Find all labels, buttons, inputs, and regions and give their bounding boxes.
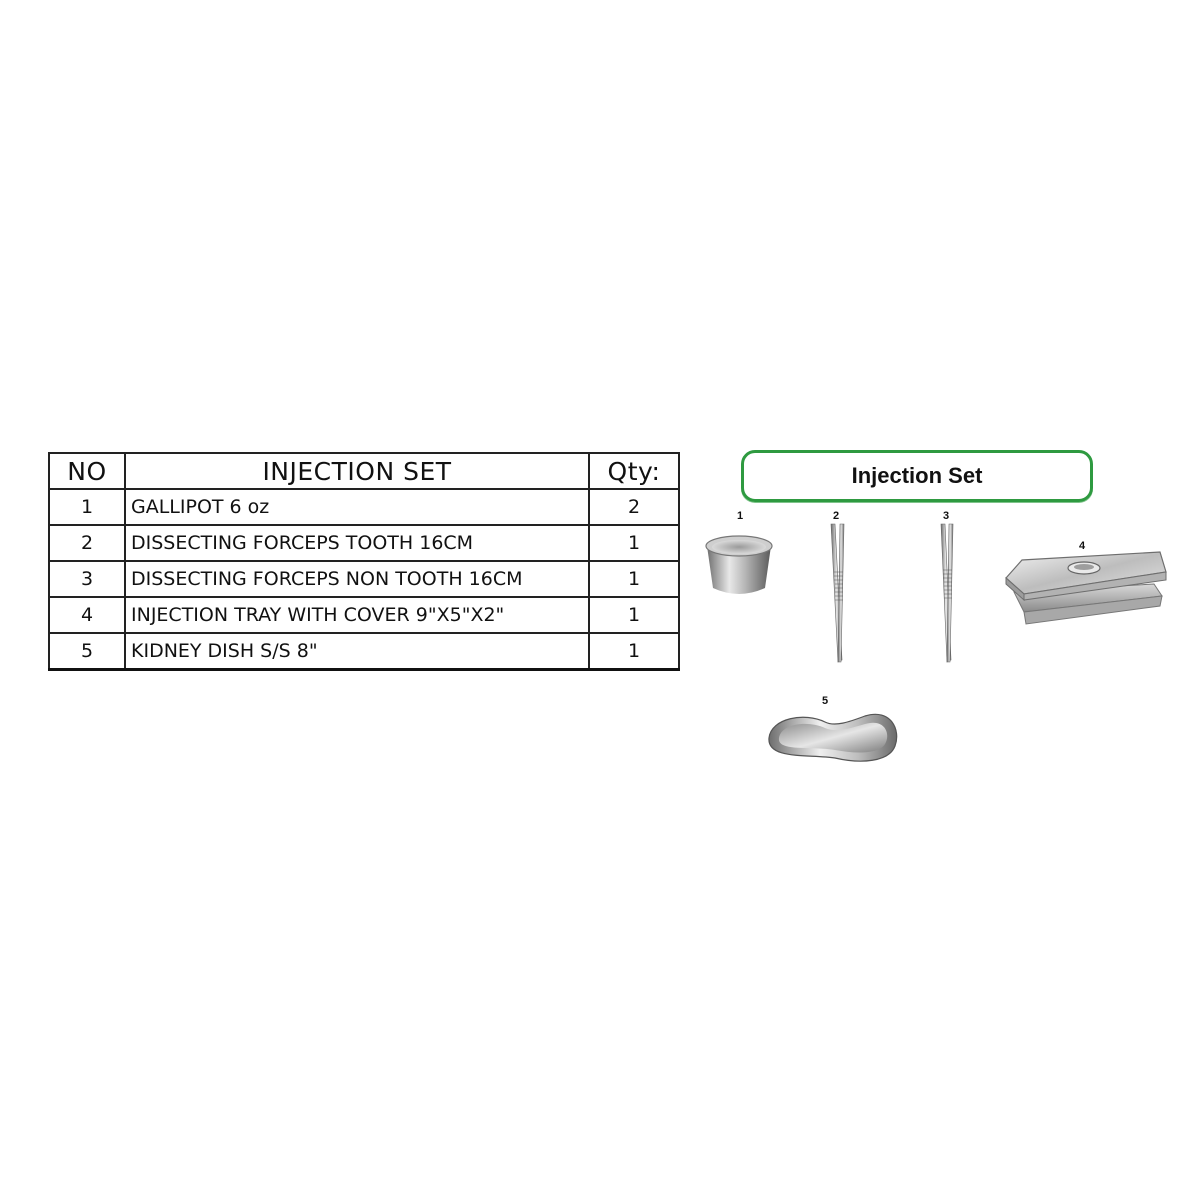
header-qty: Qty:	[589, 453, 679, 489]
row-qty: 2	[589, 489, 679, 525]
header-no: NO	[49, 453, 125, 489]
table-header-row	[49, 453, 679, 489]
kidney-dish-icon	[765, 708, 901, 766]
row-description: KIDNEY DISH S/S 8"	[125, 633, 589, 670]
row-qty: 1	[589, 597, 679, 633]
injection-set-title-box: Injection Set	[741, 450, 1093, 502]
injection-set-table	[48, 452, 680, 671]
row-no: 2	[49, 525, 125, 561]
table-row	[49, 561, 679, 597]
row-qty: 1	[589, 561, 679, 597]
injection-tray-icon	[1002, 550, 1168, 630]
item-number-3: 3	[943, 510, 950, 522]
row-no: 4	[49, 597, 125, 633]
item-number-2: 2	[833, 510, 840, 522]
item-number-4: 4	[1079, 540, 1086, 552]
header-injection-set: INJECTION SET	[125, 453, 589, 489]
row-description: DISSECTING FORCEPS TOOTH 16CM	[125, 525, 589, 561]
table-row	[49, 489, 679, 525]
item-number-1: 1	[737, 510, 744, 522]
tooth-forceps-icon	[826, 522, 850, 664]
non-tooth-forceps-icon	[936, 522, 960, 664]
row-no: 3	[49, 561, 125, 597]
table-row	[49, 597, 679, 633]
row-no: 5	[49, 633, 125, 670]
item-number-5: 5	[822, 695, 829, 707]
row-qty: 1	[589, 633, 679, 670]
row-qty: 1	[589, 525, 679, 561]
row-description: DISSECTING FORCEPS NON TOOTH 16CM	[125, 561, 589, 597]
row-description: INJECTION TRAY WITH COVER 9"X5"X2"	[125, 597, 589, 633]
gallipot-icon	[703, 528, 775, 600]
table-row	[49, 525, 679, 561]
row-no: 1	[49, 489, 125, 525]
table-row	[49, 633, 679, 670]
row-description: GALLIPOT 6 oz	[125, 489, 589, 525]
